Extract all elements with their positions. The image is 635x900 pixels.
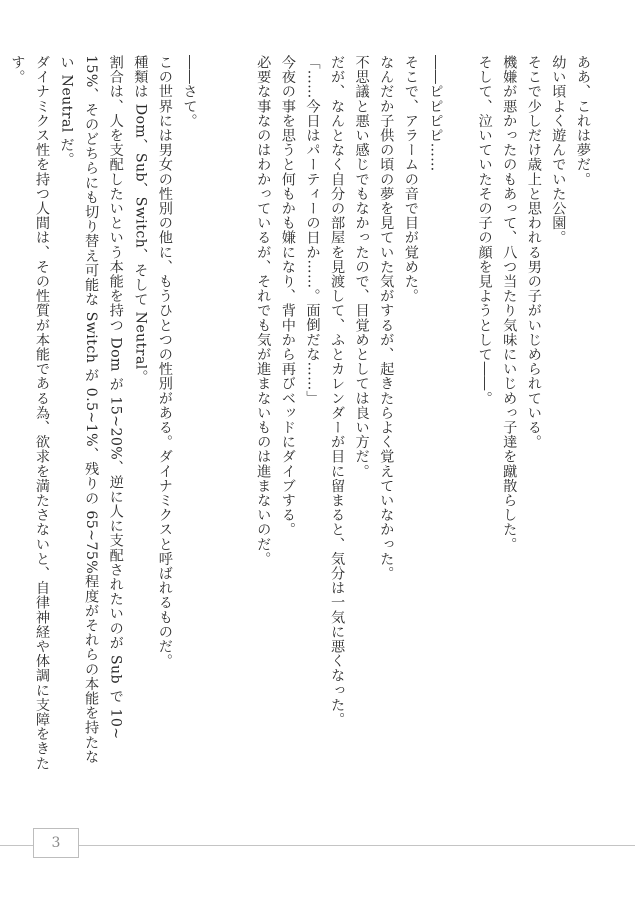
page-number: 3	[51, 835, 61, 851]
footer-rule	[0, 845, 635, 846]
text-line: 幼い頃よく遊んでいた公園。	[550, 55, 567, 245]
text-line: す。	[9, 55, 26, 85]
text-line: だが、なんとなく自分の部屋を見渡して、ふとカレンダーが目に留まると、気分は一気に悪くなった。	[329, 55, 346, 727]
text-line: そして、泣いていたその子の顔を見ようとして――。	[476, 55, 493, 406]
text-line: そこで少しだけ歳上と思われる男の子がいじめられている。	[525, 55, 542, 450]
blank-line	[447, 55, 472, 830]
page-number-box	[33, 828, 79, 858]
text-line: そこで、アラームの音で目が覚めた。	[402, 55, 419, 304]
text-line: 不思議と悪い感じでもなかったので、目覚めとしては良い方だ。	[353, 55, 370, 479]
text-line: 必要な事なのはわかっているが、それでも気が進まないものは進まないのだ。	[255, 55, 272, 566]
text-line: ダイナミクス性を持つ人間は、その性質が本能である為、欲求を満たさないと、自律神経や体調に支障をきた	[33, 55, 50, 771]
text-line: この世界には男女の性別の他に、もうひとつの性別がある。ダイナミクスと呼ばれるものだ。	[156, 55, 173, 669]
text-line: ――さて。	[181, 55, 198, 128]
text-line: 今夜の事を思うと何もかも嫌になり、背中から再びベッドにダイブする。	[279, 55, 296, 537]
vertical-text-block	[9, 55, 595, 830]
text-line: 「……今日はパーティーの日か……。面倒だな……」	[304, 55, 321, 406]
blank-line	[202, 55, 227, 830]
text-line: ――ピピピピ……	[427, 55, 444, 172]
text-line: 機嫌が悪かったのもあって、八つ当たり気味にいじめっ子達を蹴散らした。	[501, 55, 518, 552]
text-line: い Neutral だ。	[58, 55, 75, 167]
text-line: 15%、そのどちらにも切り替え可能な Switch が 0.5~1%、残りの 65~75%程度がそれらの本能を持たな	[83, 55, 100, 764]
text-line: 割合は、人を支配したいという本能を持つ Dom が 15~20%、逆に人に支配されたいのが Sub で 10~	[107, 55, 124, 740]
blank-line	[226, 55, 251, 830]
text-line: 種類は Dom、Sub、Switch、そして Neutral。	[132, 55, 149, 385]
text-line: ああ、これは夢だ。	[575, 55, 591, 187]
text-line: なんだか子供の頃の夢を見ていた気がするが、起きたらよく覚えていなかった。	[378, 55, 395, 581]
